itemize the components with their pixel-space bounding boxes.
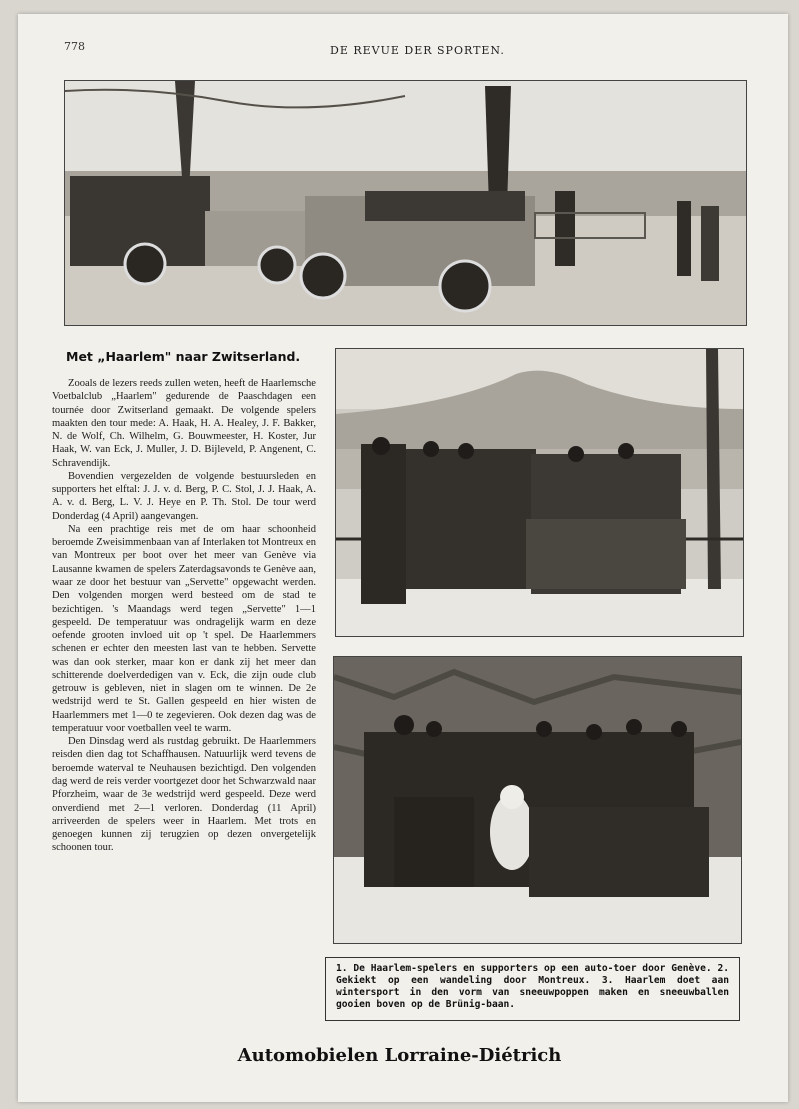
article-paragraph: Na een prachtige reis met de om haar schoonheid beroemde Zweisimmenbaan van af Interlaken tot Montreux en van Montreux per boot over het meer van Genève via Lausanne kwamen de spelers Zaterdagsavonds te Genève aan, waar ze door het bestuur van „Servette" opgewacht werden. Den volgenden morgen werd besteed om de stad te bezichtigen. 's Maandags werd tegen „Servette" 1—1 gespeeld. De temperatuur was ondragelijk warm en deze oefende grooten invloed uit op 't spel. De Haarlemmers schenen er echter den meesten last van te hebben. Servette was dan ook sterker, maar kon er dank zij het meer dan schitterende doelverdedigen van v. Eck, die zijn oude club getrouw is gebleven, niet in slagen om te winnen. De 2e wedstrijd werd te St. Gallen gespeeld en hier wisten de Haarlemmers met 1—0 te zegevieren. Ook dezen dag was de temperatuur voor voetballen veel te warm.: [52, 523, 316, 734]
middle-photo: [335, 348, 744, 637]
page-number: 778: [64, 40, 85, 53]
photo-caption: 1. De Haarlem-spelers en supporters op een auto-toer door Genève. 2. Gekiekt op een wandeling door Montreux. 3. Haarlem doet aan wintersport in den vorm van sneeuwpoppen maken en sneeuwballen gooien boven op de Brünig-baan.: [325, 957, 740, 1021]
bottom-photo: [333, 656, 742, 944]
article-paragraph: Den Dinsdag werd als rustdag gebruikt. De Haarlemmers reisden dien dag tot Schaffhausen. Natuurlijk werd tevens de beroemde waterval te Neuhausen bezichtigd. Den volgenden dag werd de reis verder voortgezet door het Schwarzwald naar Pforzheim, waar de 3e wedstrijd werd gespeeld. Deze werd onverdiend met 2—1 verloren. Donderdag (11 April) arriveerden de spelers weer in Haarlem. Met trots en genoegen kunnen zij terugzien op dezen onvergetelijk schoonen tour.: [52, 736, 316, 854]
running-title: DE REVUE DER SPORTEN.: [330, 44, 505, 57]
article-paragraph: Zooals de lezers reeds zullen weten, heeft de Haarlemsche Voetbalclub „Haarlem" gedurende de Paaschdagen een tournée door Zwitserland gemaakt. De volgende spelers maakten den tour mede: A. Haak, H. A. Healey, J. F. Bakker, N. de Wolf, Ch. Wilhelm, G. Bouwmeester, H. Koster, Jur Haak, W. van Eck, J. Muller, J. D. Bijleveld, P. Angenent, C. Schravendijk.: [52, 378, 316, 469]
article-title: Met „Haarlem" naar Zwitserland.: [66, 349, 301, 364]
top-photo: [64, 80, 747, 326]
article-paragraph: Bovendien vergezelden de volgende bestuursleden en supporters het elftal: J. J. v. d. Berg, P. C. Stol, J. J. Haak, A. A. v. d. Berg, L. V. J. Heye en P. Th. Stol. De tour werd Donderdag (4 April) aangevangen.: [52, 470, 316, 522]
advertisement-line: Automobielen Lorraine-Diétrich: [237, 1045, 562, 1066]
article-body: [52, 377, 316, 855]
